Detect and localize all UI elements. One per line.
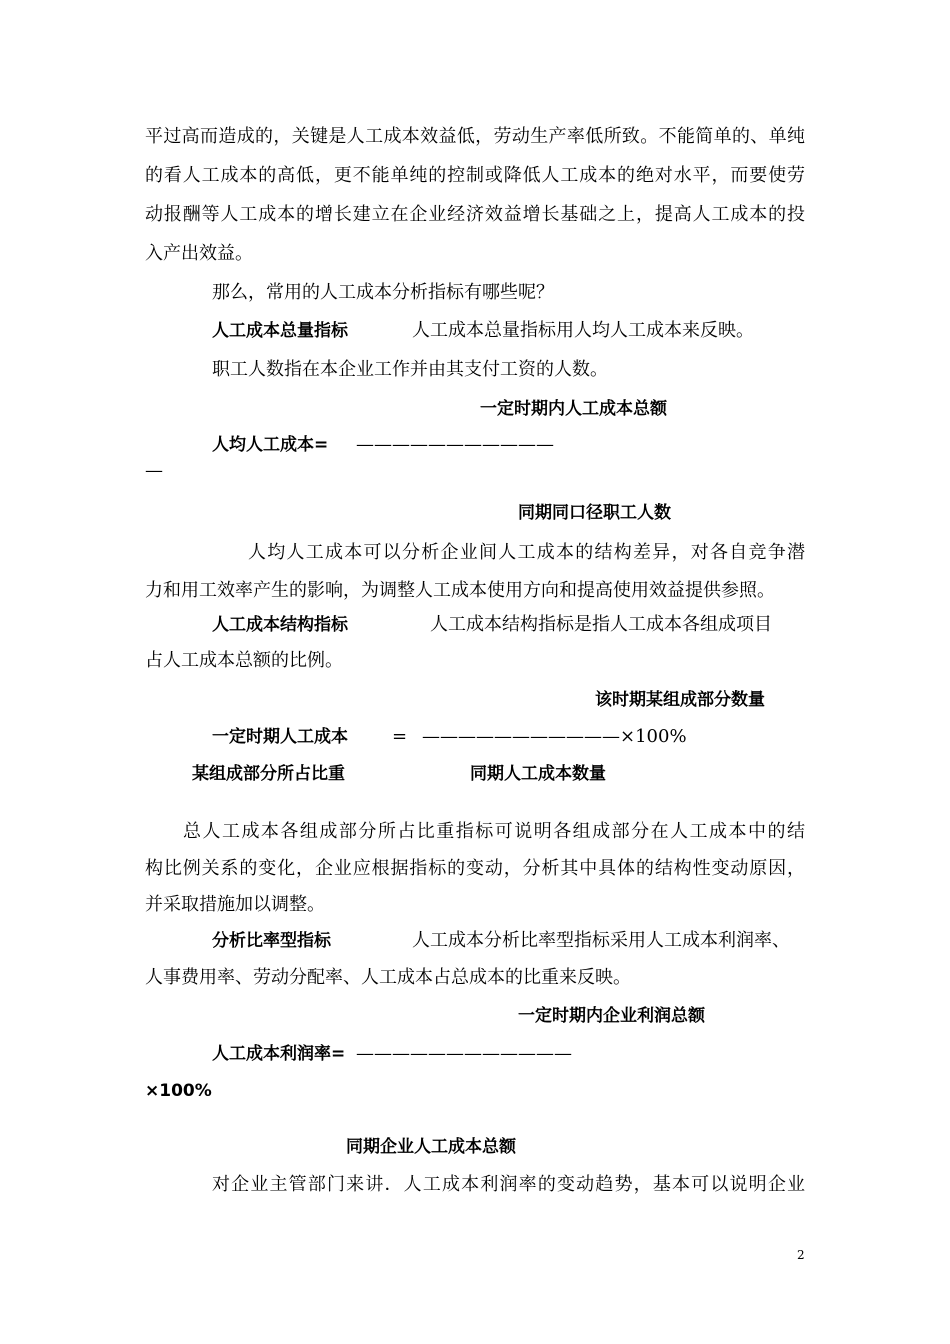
profit-rate-numerator: 一定时期内企业利润总额 (518, 1006, 705, 1026)
structure-indicator-text-cont: 占人工成本总额的比例。 (145, 650, 343, 671)
per-capita-fraction-bar-wrap: — (145, 460, 163, 481)
structure-equals: = (392, 726, 408, 747)
per-capita-denominator: 同期同口径职工人数 (518, 503, 671, 523)
structure-fraction-bar: ———————————×100% (422, 726, 687, 747)
intro-line-3: 动报酬等人工成本的增长建立在企业经济效益增长基础之上，提高人工成本的投 (145, 204, 805, 225)
intro-line-1: 平过高而造成的，关键是人工成本效益低，劳动生产率低所致。不能简单的、单纯 (145, 126, 805, 147)
profit-rate-percent: ×100% (145, 1081, 212, 1101)
profit-rate-denominator: 同期企业人工成本总额 (346, 1137, 516, 1157)
intro-line-4: 入产出效益。 (145, 243, 253, 264)
closing-line: 对企业主管部门来讲．人工成本利润率的变动趋势，基本可以说明企业 (212, 1174, 805, 1195)
structure-lhs-line-1: 一定时期人工成本 (212, 727, 348, 747)
total-indicator-heading: 人工成本总量指标 (212, 321, 348, 341)
total-indicator-text: 人工成本总量指标用人均人工成本来反映。 (412, 320, 754, 341)
structure-indicator-heading: 人工成本结构指标 (212, 615, 348, 635)
structure-para-line-1: 总人工成本各组成部分所占比重指标可说明各组成部分在人工成本中的结 (183, 821, 805, 842)
intro-line-2: 的看人工成本的高低，更不能单纯的控制或降低人工成本的绝对水平，而要使劳 (145, 165, 805, 186)
per-capita-para-line-1: 人均人工成本可以分析企业间人工成本的结构差异，对各自竞争潜 (248, 542, 805, 563)
structure-indicator-text: 人工成本结构指标是指人工成本各组成项目 (430, 614, 772, 635)
profit-rate-fraction-bar: ———————————— (356, 1043, 572, 1064)
ratio-indicator-heading: 分析比率型指标 (212, 931, 331, 951)
page-number: 2 (797, 1248, 805, 1262)
ratio-indicator-text: 人工成本分析比率型指标采用人工成本利润率、 (412, 930, 790, 951)
structure-denominator: 同期人工成本数量 (470, 764, 606, 784)
per-capita-lhs: 人均人工成本= (212, 435, 329, 455)
per-capita-para-line-2: 力和用工效率产生的影响，为调整人工成本使用方向和提高使用效益提供参照。 (145, 580, 775, 601)
structure-para-line-2: 构比例关系的变化，企业应根据指标的变动，分析其中具体的结构性变动原因， (145, 858, 805, 879)
ratio-indicator-text-cont: 人事费用率、劳动分配率、人工成本占总成本的比重来反映。 (145, 967, 631, 988)
structure-numerator: 该时期某组成部分数量 (595, 690, 765, 710)
question-line: 那么，常用的人工成本分析指标有哪些呢？ (212, 282, 554, 303)
employee-count-note: 职工人数指在本企业工作并由其支付工资的人数。 (212, 359, 608, 380)
structure-lhs-line-2: 某组成部分所占比重 (192, 764, 345, 784)
per-capita-fraction-bar: ——————————— (356, 434, 554, 455)
structure-para-line-3: 并采取措施加以调整。 (145, 894, 325, 915)
per-capita-numerator: 一定时期内人工成本总额 (480, 399, 667, 419)
profit-rate-lhs: 人工成本利润率= (212, 1044, 346, 1064)
